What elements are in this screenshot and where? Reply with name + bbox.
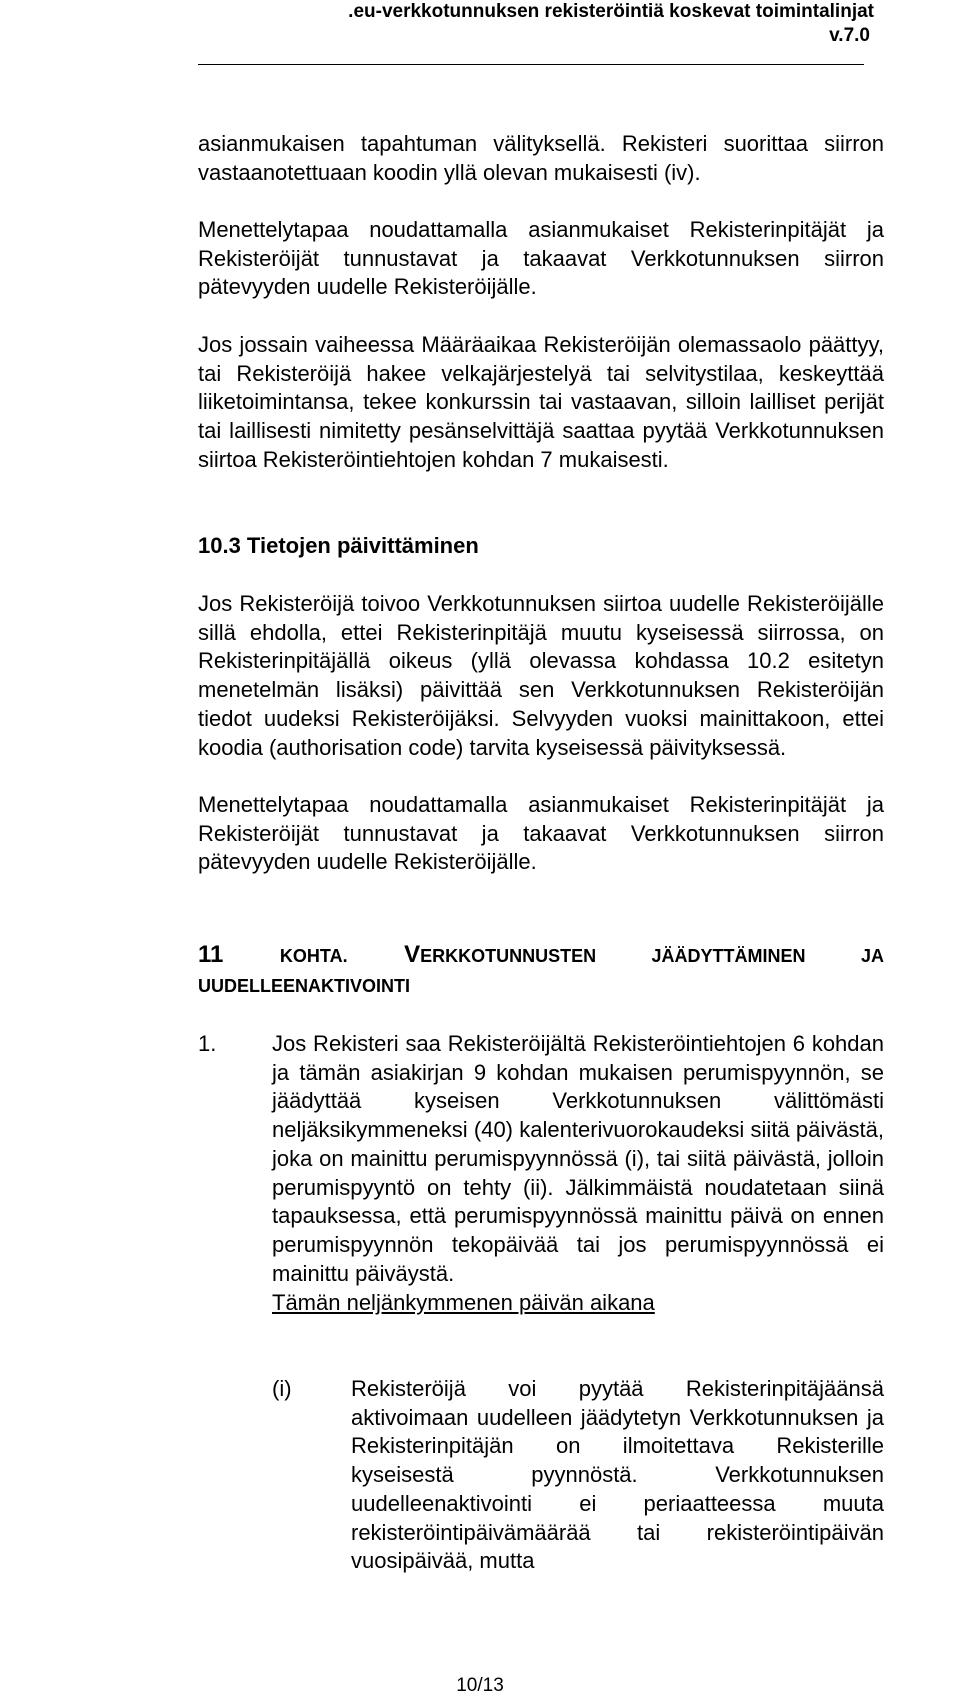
- subheading-forty-days: Tämän neljänkymmenen päivän aikana: [272, 1290, 655, 1315]
- section-title-rest: ERKKOTUNNUSTEN JÄÄDYTTÄMINEN JA UUDELLEENAKTIVOINTI: [198, 946, 884, 996]
- list-item-number-1: 1.: [198, 1031, 217, 1056]
- document-title: .eu-verkkotunnuksen rekisteröintiä koskevat toimintalinjat: [348, 1, 874, 22]
- section-title-initial: V: [404, 941, 421, 968]
- section-number: 11: [198, 941, 224, 968]
- sub-item-number-i: (i): [272, 1376, 292, 1401]
- section-heading-11: [198, 941, 884, 1000]
- paragraph-data-update: Jos Rekisteröijä toivoo Verkkotunnuksen siirtoa uudelle Rekisteröijälle sillä ehdolla, ettei Rekisterinpitäjä muutu kyseisessä siirrossa, on Rekisterinpitäjällä oikeus (yllä olevassa kohdassa 10.2 esitetyn menetelmän lisäksi) päivittää sen Verkkotunnuksen Rekisteröijän tiedot uudeksi Rekisteröijäksi. Selvyyden vuoksi mainittakoon, ettei koodia (authorisation code) tarvita kyseisessä päivityksessä.: [198, 591, 884, 760]
- paragraph-transfer-code: asianmukaisen tapahtuman välityksellä. Rekisteri suorittaa siirron vastaanotettuaan koodin yllä olevan mukaisesti (iv).: [198, 131, 884, 185]
- paragraph-procedure-1: Menettelytapaa noudattamalla asianmukaiset Rekisterinpitäjät ja Rekisteröijät tunnustavat ja takaavat Verkkotunnuksen siirron pätevyyden uudelle Rekisteröijälle.: [198, 217, 884, 300]
- list-item-1-text: Jos Rekisteri saa Rekisteröijältä Rekisteröintiehtojen 6 kohdan ja tämän asiakirjan 9 kohdan mukaisen perumispyynnön, se jäädyttää kyseisen Verkkotunnuksen välittömästi neljäksikymmeneksi (40) kalenterivuorokaudeksi siitä päivästä, joka on mainittu perumispyynnössä (i), tai siitä päivästä, jolloin perumispyyntö on tehty (ii). Jälkimmäistä noudatetaan siinä tapauksessa, että perumispyynnössä mainittu päivä on ennen perumispyynnön tekopäivää tai jos perumispyynnössä ei mainittu päiväystä.: [272, 1031, 884, 1286]
- section-heading-10-3: 10.3 Tietojen päivittäminen: [198, 533, 479, 558]
- paragraph-registrant-ceases: Jos jossain vaiheessa Määräaikaa Rekisteröijän olemassaolo päättyy, tai Rekisteröijä hakee velkajärjestelyä tai selvitystilaa, keskeyttää liiketoimintansa, tekee konkurssin tai vastaavan, silloin lailliset perijät tai laillisesti nimitetty pesänselvittäjä saattaa pyytää Verkkotunnuksen siirtoa Rekisteröintiehtojen kohdan 7 mukaisesti.: [198, 332, 884, 472]
- paragraph-procedure-2: Menettelytapaa noudattamalla asianmukaiset Rekisterinpitäjät ja Rekisteröijät tunnustavat ja takaavat Verkkotunnuksen siirron pätevyyden uudelle Rekisteröijälle.: [198, 792, 884, 875]
- document-version: v.7.0: [829, 25, 870, 46]
- page-number: 10/13: [456, 1675, 504, 1696]
- section-kohta-label: KOHTA.: [279, 946, 348, 966]
- sub-item-i-text: Rekisteröijä voi pyytää Rekisterinpitäjäänsä aktivoimaan uudelleen jäädytetyn Verkkotunnuksen ja Rekisterinpitäjän on ilmoitettava Rekisterille kyseisestä pyynnöstä. Verkkotunnuksen uudelleenaktivointi ei periaatteessa muuta rekisteröintipäivämäärää tai rekisteröintipäivän vuosipäivää, mutta: [351, 1376, 884, 1574]
- header-divider: [198, 64, 864, 65]
